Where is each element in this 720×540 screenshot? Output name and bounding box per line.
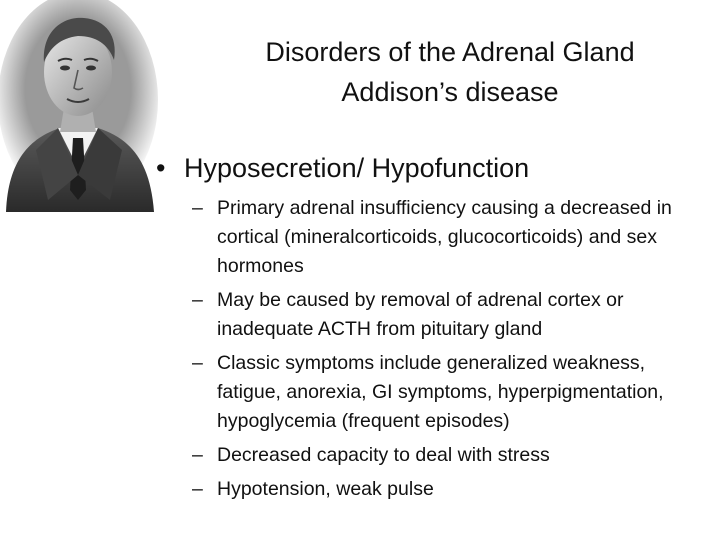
dash-marker: –: [192, 478, 203, 500]
portrait-image: [0, 0, 158, 212]
sub-bullet-item: [192, 475, 702, 504]
dash-marker: –: [192, 444, 203, 466]
bullet-marker: •: [156, 153, 166, 183]
sub-bullet-item: [192, 194, 702, 281]
slide-title-line-2: Addison’s disease: [341, 77, 559, 107]
sub-bullet-text: Decreased capacity to deal with stress: [217, 444, 550, 466]
sub-bullet-text: Classic symptoms include generalized weakness, fatigue, anorexia, GI symptoms, hyperpigmentation, hypoglycemia (frequent episodes): [217, 352, 664, 432]
main-bullet-text: Hyposecretion/ Hypofunction: [184, 153, 530, 183]
sub-bullet-list: [192, 194, 702, 509]
main-bullet: [156, 150, 696, 186]
sub-bullet-item: [192, 349, 702, 436]
dash-marker: –: [192, 352, 203, 374]
sub-bullet-text: Hypotension, weak pulse: [217, 478, 434, 500]
slide-title-line-1: Disorders of the Adrenal Gland: [265, 37, 635, 67]
slide-title: [225, 32, 675, 112]
sub-bullet-item: [192, 286, 702, 344]
sub-bullet-text: May be caused by removal of adrenal cortex or inadequate ACTH from pituitary gland: [217, 289, 624, 340]
sub-bullet-item: [192, 441, 702, 470]
dash-marker: –: [192, 289, 203, 311]
sub-bullet-text: Primary adrenal insufficiency causing a decreased in cortical (mineralcorticoids, glucocorticoids) and sex hormones: [217, 197, 672, 277]
dash-marker: –: [192, 197, 203, 219]
